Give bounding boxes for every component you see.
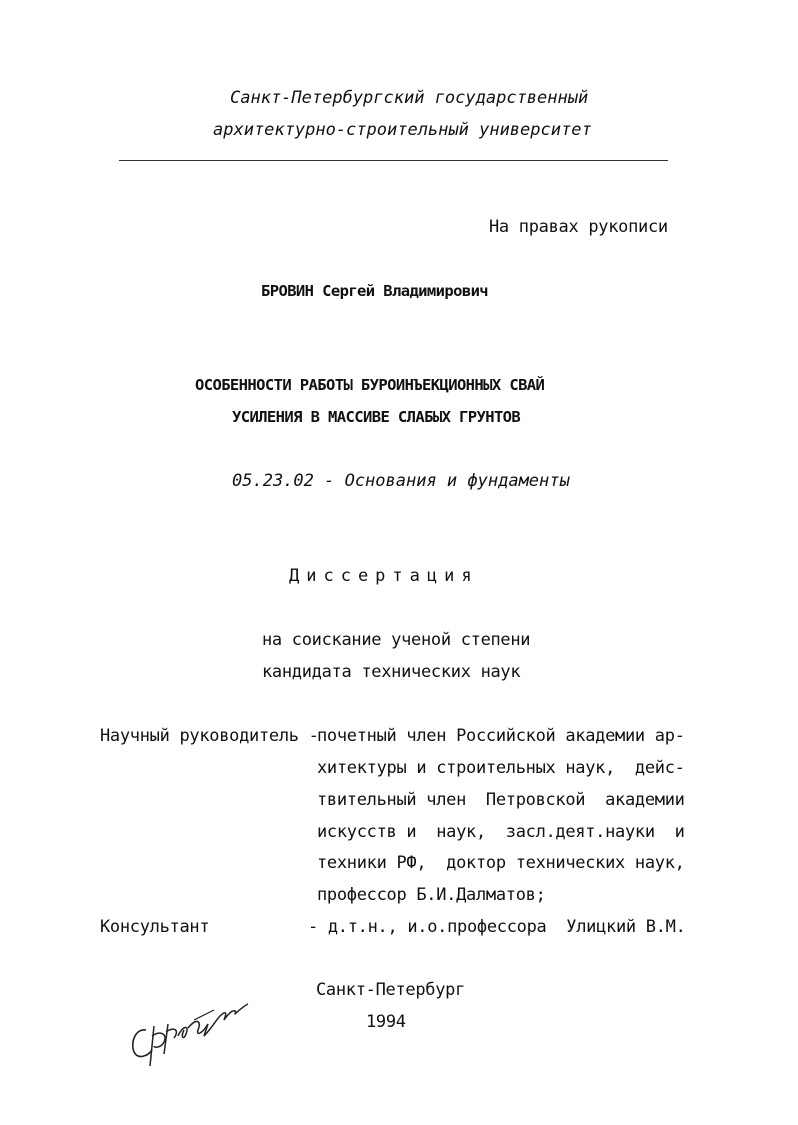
document-type: Диссертация [289, 566, 479, 586]
institution-line-2: архитектурно-строительный университет [213, 120, 592, 140]
title-line-1: ОСОБЕННОСТИ РАБОТЫ БУРОИНЪЕКЦИОННЫХ СВАЙ [195, 376, 545, 394]
title-line-2: УСИЛЕНИЯ В МАССИВЕ СЛАБЫХ ГРУНТОВ [232, 408, 521, 426]
degree-line-1: на соискание ученой степени [262, 630, 531, 650]
author-name: БРОВИН Сергей Владимирович [261, 282, 489, 300]
supervisor-line-2: хитектуры и строительных наук, дейс- [317, 758, 685, 778]
supervisor-line-4: искусств и наук, засл.деят.науки и [317, 822, 685, 842]
supervisor-line-3: твительный член Петровской академии [317, 790, 685, 810]
footer-year: 1994 [366, 1012, 406, 1032]
consultant-value: - д.т.н., и.о.профессора Улицкий В.М. [308, 917, 686, 937]
supervisor-line-1: почетный член Российской академии ар- [317, 726, 685, 746]
header-divider [119, 160, 668, 161]
footer-city: Санкт-Петербург [316, 980, 466, 1000]
consultant-label: Консультант [100, 917, 210, 937]
supervisor-line-6: профессор Б.И.Далматов; [317, 885, 546, 905]
degree-line-2: кандидата технических наук [262, 662, 521, 682]
supervisor-label: Научный руководитель - [100, 726, 319, 746]
specialty-code: 05.23.02 - Основания и фундаменты [232, 471, 570, 491]
supervisor-line-5: техники РФ, доктор технических наук, [317, 853, 685, 873]
rights-note: На правах рукописи [489, 217, 668, 237]
institution-line-1: Санкт-Петербургский государственный [230, 88, 589, 108]
handwritten-signature [124, 990, 254, 1070]
